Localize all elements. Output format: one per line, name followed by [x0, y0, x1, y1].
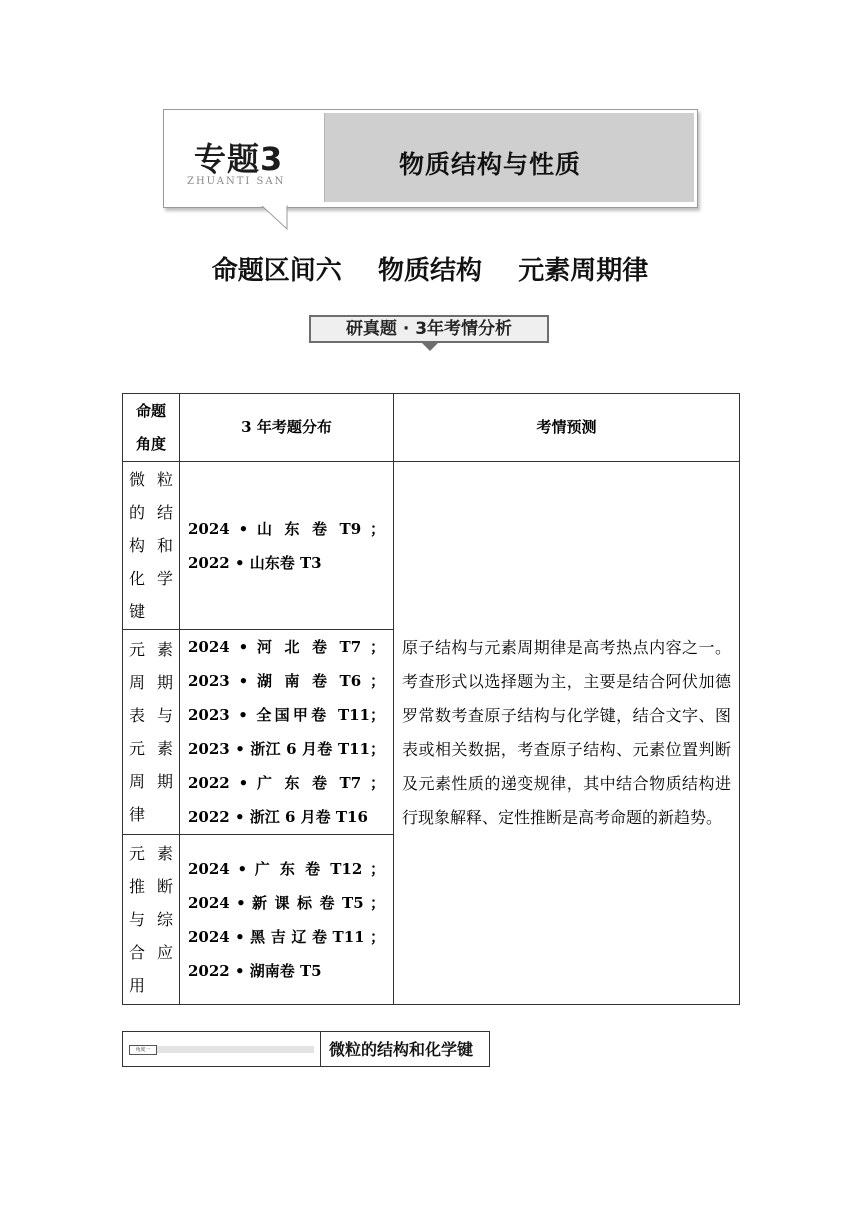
- topic-number: 专题3: [194, 140, 284, 178]
- topic-title-panel: [324, 113, 694, 202]
- table-row: [123, 462, 740, 630]
- header-prediction: 考情预测: [394, 394, 740, 462]
- topic-pinyin: ZHUANTI SAN: [187, 176, 286, 187]
- table-header-row: [123, 394, 740, 462]
- topic-banner: [163, 109, 698, 208]
- banner-pointer-icon: [261, 205, 301, 231]
- distribution-item: 2024 • 新 课 标 卷 T5 ；: [188, 893, 385, 912]
- distribution-item: 2024 • 山 东 卷 T9 ；: [188, 519, 385, 538]
- exam-analysis-table: [122, 393, 740, 1005]
- angle-heading-ornament: [123, 1032, 321, 1066]
- angle-cell: 微粒的结构和化学键: [123, 462, 180, 630]
- header-angle: 命题角度: [123, 394, 180, 462]
- distribution-cell: [180, 630, 394, 835]
- distribution-item: 2023 • 湖 南 卷 T6 ；: [188, 672, 385, 690]
- topic-title: 物质结构与性质: [399, 150, 582, 179]
- angle-tag: 角度一: [129, 1045, 157, 1055]
- distribution-item: 2023 • 浙江 6 月卷 T11；: [188, 740, 385, 758]
- distribution-item: 2022 • 湖南卷 T5: [188, 961, 322, 980]
- distribution-cell: [180, 835, 394, 1005]
- angle-heading-bar: [122, 1031, 490, 1067]
- section-title: 命题区间六 物质结构 元素周期律: [211, 256, 649, 286]
- distribution-item: 2024 • 河 北 卷 T7 ；: [188, 638, 385, 656]
- distribution-item: 2022 • 广 东 卷 T7 ；: [188, 774, 385, 792]
- prediction-cell: 原子结构与元素周期律是高考热点内容之一。考查形式以选择题为主，主要是结合阿伏加德罗常数考查原子结构与化学键，结合文字、图表或相关数据，考查原子结构、元素位置判断及元素性质的递变规律，其中结合物质结构进行现象解释、定性推断是高考命题的新趋势。: [394, 462, 740, 1005]
- angle-cell: 元素周期表与元素周期律: [123, 630, 180, 835]
- distribution-item: 2024 • 广 东 卷 T12 ；: [188, 859, 385, 878]
- distribution-cell: [180, 462, 394, 630]
- distribution-item: 2023 • 全国甲卷 T11；: [188, 706, 385, 724]
- distribution-item: 2024 • 黑 吉 辽 卷 T11 ；: [188, 927, 385, 946]
- header-distribution: 3 年考题分布: [180, 394, 394, 462]
- angle-heading-title: 微粒的结构和化学键: [329, 1040, 474, 1059]
- badge-pointer-icon: [422, 343, 438, 351]
- angle-cell: 元素推断与综合应用: [123, 835, 180, 1005]
- distribution-item: 2022 • 山东卷 T3: [188, 553, 322, 572]
- analysis-badge: 研真题 · 3年考情分析: [309, 315, 549, 343]
- distribution-item: 2022 • 浙江 6 月卷 T16: [188, 808, 368, 826]
